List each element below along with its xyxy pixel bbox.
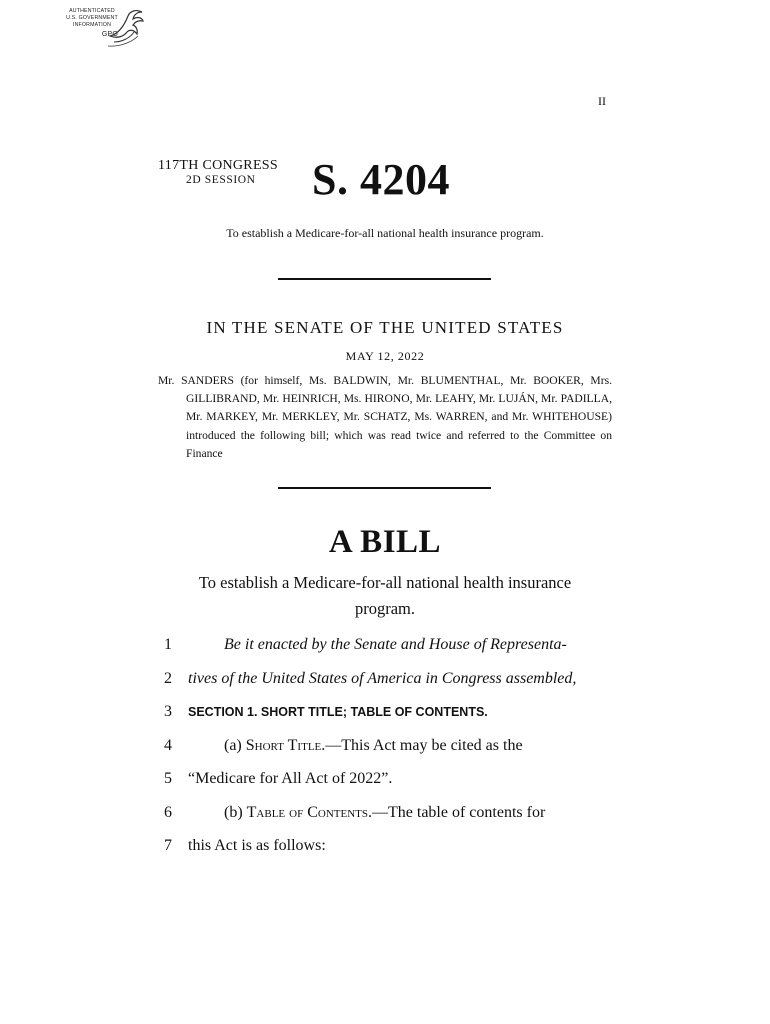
bill-line bbox=[158, 703, 612, 725]
long-title-line: program. bbox=[354, 599, 416, 618]
bill-line bbox=[158, 770, 612, 792]
line-text bbox=[224, 804, 612, 822]
line-number: 3 bbox=[164, 703, 172, 720]
long-title-line: To establish a Medicare-for-all national health insurance bbox=[198, 573, 572, 592]
subsection-marker: (a) bbox=[224, 737, 246, 754]
line-number: 7 bbox=[164, 837, 172, 854]
line-number: 4 bbox=[164, 737, 172, 754]
line-number: 6 bbox=[164, 804, 172, 821]
bill-line bbox=[158, 670, 612, 692]
gpo-authentication-seal bbox=[62, 6, 148, 48]
seal-text-government: U.S. GOVERNMENT bbox=[66, 15, 118, 21]
section-heading: SECTION 1. SHORT TITLE; TABLE OF CONTENTS. bbox=[188, 705, 488, 719]
chamber-heading: IN THE SENATE OF THE UNITED STATES bbox=[206, 318, 564, 337]
line-number: 5 bbox=[164, 770, 172, 787]
bill-number: S. 4204 bbox=[312, 155, 450, 204]
bill-line bbox=[158, 837, 612, 859]
introduction-date: MAY 12, 2022 bbox=[345, 349, 425, 363]
page-mark: II bbox=[598, 94, 606, 108]
line-number: 2 bbox=[164, 670, 172, 687]
divider-rule bbox=[278, 487, 491, 489]
line-text: “Medicare for All Act of 2022”. bbox=[188, 770, 393, 787]
subsection-heading: Short Title bbox=[245, 737, 322, 754]
line-text: this Act is as follows: bbox=[188, 837, 326, 854]
subsection-marker: (b) bbox=[224, 804, 247, 821]
line-text bbox=[224, 737, 612, 755]
eagle-logo-icon bbox=[106, 6, 146, 48]
subsection-text: .—The table of contents for bbox=[368, 804, 546, 821]
subsection-heading: Table of Contents bbox=[246, 804, 368, 821]
session-label: 2D SESSION bbox=[186, 174, 256, 186]
bill-line bbox=[158, 737, 612, 759]
divider-rule bbox=[278, 278, 491, 280]
short-purpose: To establish a Medicare-for-all national health insurance program. bbox=[226, 226, 544, 240]
subsection-text: .—This Act may be cited as the bbox=[321, 737, 523, 754]
bill-line bbox=[158, 636, 612, 658]
bill-heading: A BILL bbox=[328, 524, 442, 560]
congress-label: 117TH CONGRESS bbox=[158, 158, 278, 173]
sponsors-paragraph: Mr. SANDERS (for himself, Ms. BALDWIN, Mr. BLUMENTHAL, Mr. BOOKER, Mrs. GILLIBRAND, Mr. HEINRICH, Ms. HIRONO, Mr. LEAHY, Mr. LUJÁN, Mr. PADILLA, Mr. MARKEY, Mr. MERKLEY, Mr. SCHATZ, Ms. WARREN, and Mr. WHITEHOUSE) introduced the following bill; which was read twice and referred to the Committee on Finance bbox=[158, 374, 612, 460]
line-number: 1 bbox=[164, 636, 172, 653]
long-title bbox=[168, 570, 602, 622]
seal-text-gpo: GPO bbox=[101, 31, 119, 38]
bill-line bbox=[158, 804, 612, 826]
line-text: Be it enacted by the Senate and House of Representa- bbox=[224, 636, 567, 653]
seal-text-information: INFORMATION bbox=[72, 22, 112, 28]
line-text: tives of the United States of America in Congress assembled, bbox=[188, 670, 577, 687]
seal-text-authenticated: AUTHENTICATED bbox=[69, 8, 115, 14]
